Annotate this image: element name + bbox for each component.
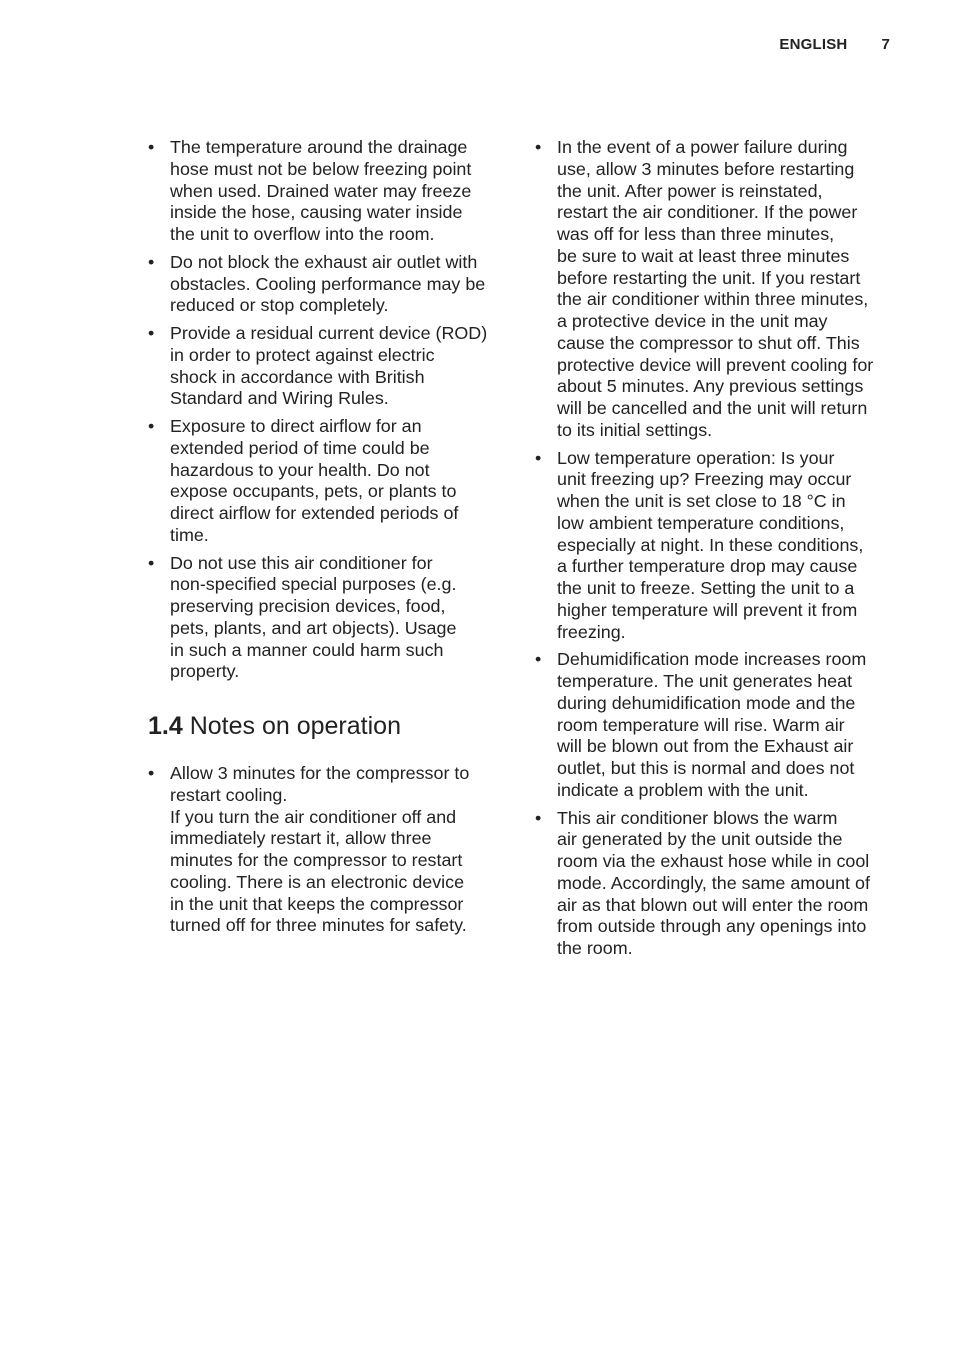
- bullet-item: [148, 137, 508, 246]
- left-column: [148, 137, 508, 943]
- bullet-item: [148, 323, 508, 410]
- operation-bullet-list: [148, 763, 508, 937]
- bullet-item: [148, 763, 508, 937]
- bullet-text: This air conditioner blows the warm air generated by the unit outside the room via the exhaust hose while in cool mode. Accordingly, the same amount of air as that blown out will enter the room from outside through any openings into the room.: [557, 807, 870, 958]
- bullet-icon: •: [148, 251, 155, 272]
- bullet-icon: •: [148, 137, 155, 157]
- bullet-item: [148, 252, 508, 317]
- right-column: [535, 137, 895, 966]
- bullet-icon: •: [535, 137, 542, 157]
- bullet-item: [148, 553, 508, 684]
- bullet-text: Low temperature operation: Is your unit freezing up? Freezing may occur when the unit is set close to 18 °C in low ambient temperature conditions, especially at night. In these conditions, a further temperature drop may cause the unit to freeze. Setting the unit to a higher temperature will prevent it from freezing.: [557, 447, 864, 642]
- section-number: 1.4: [148, 712, 183, 740]
- bullet-text: Provide a residual current device (ROD) in order to protect against electric shock in accordance with British Standard and Wiring Rules.: [170, 323, 488, 409]
- operation-notes-list: [535, 137, 895, 960]
- bullet-item: [535, 137, 895, 442]
- bullet-icon: •: [148, 323, 155, 343]
- bullet-text: In the event of a power failure during use, allow 3 minutes before restarting the unit. After power is reinstated, restart the air conditioner. If the power was off for less than three minutes, be sure to wait at least three minutes before restarting the unit. If you restart the air conditioner within three minutes, a protective device in the unit may cause the compressor to shut off. This protective device will prevent cooling for about 5 minutes. Any previous settings will be cancelled and the unit will return to its initial settings.: [557, 137, 874, 440]
- bullet-item: [535, 448, 895, 644]
- bullet-icon: •: [148, 552, 155, 573]
- page-number: 7: [881, 36, 890, 53]
- bullet-text: Allow 3 minutes for the compressor to restart cooling. If you turn the air conditioner off and immediately restart it, allow three minutes for the compressor to restart cooling. There is an electronic device in the unit that keeps the compressor turned off for three minutes for safety.: [170, 763, 470, 936]
- bullet-item: [535, 808, 895, 960]
- bullet-icon: •: [148, 763, 155, 783]
- section-title-text: Notes on operation: [189, 712, 401, 740]
- bullet-text: Dehumidification mode increases room temperature. The unit generates heat during dehumidification mode and the room temperature will rise. Warm air will be blown out from the Exhaust air outlet, but this is normal and does not indicate a problem with the unit.: [557, 649, 867, 800]
- bullet-icon: •: [535, 447, 542, 468]
- language-label: ENGLISH: [779, 36, 848, 53]
- safety-bullet-list: [148, 137, 508, 683]
- bullet-icon: •: [535, 649, 542, 670]
- bullet-item: [535, 649, 895, 801]
- bullet-icon: •: [535, 807, 542, 828]
- bullet-icon: •: [148, 416, 155, 436]
- bullet-text: Exposure to direct airflow for an extended period of time could be hazardous to your health. Do not expose occupants, pets, or plants to direct airflow for extended periods of time.: [170, 416, 459, 545]
- section-heading: [148, 711, 508, 741]
- bullet-item: [148, 416, 508, 547]
- page-header: [779, 36, 890, 53]
- bullet-text: The temperature around the drainage hose must not be below freezing point when used. Drained water may freeze inside the hose, causing water inside the unit to overflow into the room.: [170, 137, 472, 244]
- bullet-text: Do not use this air conditioner for non-specified special purposes (e.g. preserving precision devices, food, pets, plants, and art objects). Usage in such a manner could harm such property.: [170, 552, 457, 682]
- bullet-text: Do not block the exhaust air outlet with obstacles. Cooling performance may be reduced or stop completely.: [170, 251, 486, 316]
